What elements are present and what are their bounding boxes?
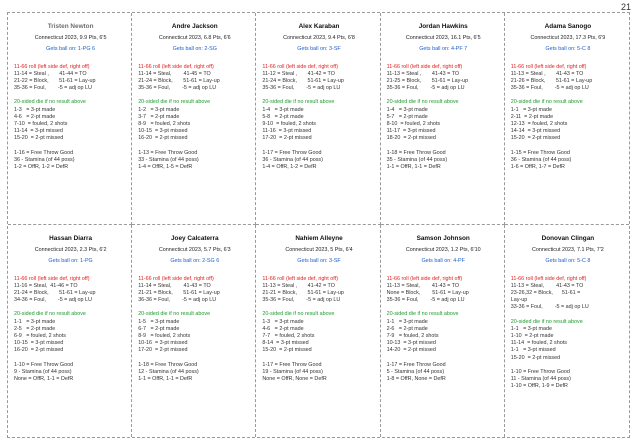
die-result-line: 18-20 = 2-pt missed bbox=[386, 135, 436, 142]
footer-line: 5 - Stamina (of 44 poss) bbox=[386, 368, 445, 375]
die-result-line: 10-13 = 3-pt missed bbox=[386, 340, 436, 347]
gets-ball-on: Gets ball on: 3-SF bbox=[297, 258, 341, 265]
spacer bbox=[14, 143, 127, 150]
footer-line: 1-13 = Free Throw Good bbox=[138, 149, 198, 156]
player-name: Joey Calcaterra bbox=[170, 235, 219, 242]
die-result-line: 1-1 = 3-pt made bbox=[14, 318, 56, 325]
gets-ball-on: Gets ball on: 4-PF bbox=[421, 258, 465, 265]
player-team-stats: Connecticut 2023, 17.3 Pts, 6'9 bbox=[530, 35, 606, 42]
roll-header: 11-66 roll (left side def, right off) bbox=[14, 63, 90, 70]
player-card bbox=[8, 225, 132, 437]
footer-line: 1-1 = OffR, 1-1 = DefR bbox=[138, 376, 193, 383]
player-team-stats: Connecticut 2023, 9.9 Pts, 6'5 bbox=[34, 35, 107, 42]
die-result-line: 10-15 = 3-pt missed bbox=[14, 340, 64, 347]
die-result-line: 7-10 = fouled, 2 shots bbox=[14, 121, 68, 128]
die-result-line: 1-4 = 3-pt made bbox=[386, 106, 428, 113]
roll-header: 11-66 roll (left side def, right off) bbox=[510, 275, 587, 282]
player-name: Alex Karaban bbox=[298, 23, 340, 30]
spacer bbox=[511, 362, 625, 369]
player-card bbox=[256, 13, 380, 225]
player-name: Nahiem Alleyne bbox=[295, 235, 343, 242]
die-result-line: 3-7 = 2-pt made bbox=[138, 113, 180, 120]
gets-ball-on: Gets ball on: 3-SF bbox=[297, 46, 341, 53]
footer-line: 1-18 = Free Throw Good bbox=[386, 149, 446, 156]
footer-line: 1-10 = OffR, 1-9 = DefR bbox=[510, 383, 568, 390]
die-header: 20-sided die if no result above bbox=[14, 311, 86, 318]
player-card bbox=[505, 13, 629, 225]
roll-result-line: 21-21 = Block, 51-61 = Lay-up bbox=[262, 290, 344, 297]
footer-line: 36 - Stamina (of 44 poss) bbox=[510, 156, 572, 163]
die-result-line: 16-20 = 2-pt missed bbox=[138, 135, 188, 142]
die-header: 20-sided die if no result above bbox=[262, 311, 335, 318]
die-result-line: 15-20 = 2-pt missed bbox=[510, 354, 561, 361]
die-result-line: 1-3 = 3-pt made bbox=[14, 106, 56, 113]
footer-line: 1-17 = Free Throw Good bbox=[386, 361, 446, 368]
die-result-line: 4-6 = 2-pt made bbox=[14, 113, 56, 120]
footer-line: 1-4 = OffR, 1-5 = DefR bbox=[138, 164, 193, 171]
roll-header: 11-66 roll (left side def, right off) bbox=[510, 63, 587, 70]
roll-result-line: 21-22 = Block, 51-61 = Lay-up bbox=[14, 78, 96, 85]
die-result-line: 8-14 = 3-pt missed bbox=[262, 340, 309, 347]
spacer bbox=[262, 355, 375, 362]
footer-line: 1-15 = Free Throw Good bbox=[510, 149, 570, 156]
roll-result-line: None = Block, 51-61 = Lay-up bbox=[386, 290, 469, 297]
footer-line: 1-8 = OffR, None = DefR bbox=[386, 376, 446, 383]
roll-result-line: 35-36 = Foul, -5 = adj op LU bbox=[510, 85, 589, 92]
die-result-line: 1-1 = 3-pt missed bbox=[510, 347, 556, 354]
gets-ball-on: Gets ball on: 5-C 8 bbox=[545, 258, 591, 265]
player-name: Adama Sanogo bbox=[544, 23, 592, 30]
die-result-line: 15-20 = 2-pt missed bbox=[14, 135, 64, 142]
roll-result-line: 35-36 = Foul, -5 = adj op LU bbox=[386, 297, 465, 304]
roll-result-line: 21-24 = Block, 51-61 = Lay-up bbox=[138, 78, 220, 85]
player-card bbox=[381, 13, 505, 225]
player-name: Hassan Diarra bbox=[49, 235, 93, 242]
player-name: Tristen Newton bbox=[47, 23, 94, 30]
roll-result-line: 35-36 = Foul, -5 = adj op LU bbox=[262, 297, 341, 304]
gets-ball-on: Gets ball on: 2-SG bbox=[172, 46, 217, 53]
spacer bbox=[387, 355, 500, 362]
roll-header: 11-66 roll (left side def, right off) bbox=[386, 63, 463, 70]
footer-line: 35 - Stamina (of 44 poss) bbox=[386, 156, 448, 163]
spacer bbox=[138, 92, 251, 99]
spacer bbox=[511, 143, 625, 150]
die-result-line: 14-14 = 3-pt missed bbox=[510, 128, 561, 135]
gets-ball-on: Gets ball on: 4-PF 7 bbox=[419, 46, 468, 53]
roll-header: 11-66 roll (left side def, right off) bbox=[138, 275, 214, 282]
die-result-line: 6-7 = 2-pt made bbox=[138, 325, 180, 332]
die-result-line: 11-17 = 3-pt missed bbox=[386, 128, 436, 135]
die-result-line: 1-1 = 3-pt made bbox=[510, 106, 552, 113]
roll-result-line: 11-14 = Steal, 41-45 = TO bbox=[138, 70, 211, 77]
gets-ball-on: Gets ball on: 1-PG bbox=[48, 258, 93, 265]
player-team-stats: Connecticut 2023, 9.4 Pts, 6'8 bbox=[283, 35, 355, 42]
roll-result-line: 11-14 = Steal , 41-44 = TO bbox=[14, 70, 87, 77]
roll-result-line: 11-12 = Steal , 41-42 = TO bbox=[262, 70, 335, 77]
die-header: 20-sided die if no result above bbox=[262, 99, 335, 106]
footer-line: 1-2 = OffR, 1-2 = DefR bbox=[14, 164, 69, 171]
player-name: Jordan Hawkins bbox=[418, 23, 468, 30]
player-team-stats: Connecticut 2023, 16.1 Pts, 6'5 bbox=[405, 35, 481, 42]
die-result-line: 7-7 = fouled, 2 shots bbox=[262, 333, 315, 340]
footer-line: 1-17 = Free Throw Good bbox=[262, 361, 322, 368]
roll-result-line: 11-16 = Steal, 41-46 = TO bbox=[14, 282, 78, 289]
footer-line: None = OffR, None = DefR bbox=[262, 376, 327, 383]
die-result-line: 5-7 = 2-pt made bbox=[386, 113, 428, 120]
die-result-line: 16-20 = 2-pt missed bbox=[14, 347, 64, 354]
spacer bbox=[262, 304, 375, 311]
player-card-grid bbox=[7, 12, 630, 438]
die-result-line: 10-15 = 3-pt missed bbox=[138, 128, 188, 135]
die-result-line: 1-5 = 3-pt made bbox=[138, 318, 180, 325]
gets-ball-on: Gets ball on: 5-C 8 bbox=[545, 46, 591, 53]
player-team-stats: Connecticut 2023, 7.1 Pts, 7'2 bbox=[532, 247, 604, 254]
spacer bbox=[387, 92, 500, 99]
die-result-line: 8-9 = fouled, 2 shots bbox=[138, 333, 191, 340]
die-result-line: 1-3 = 3-pt made bbox=[262, 318, 304, 325]
die-result-line: 15-20 = 2-pt missed bbox=[510, 135, 561, 142]
player-team-stats: Connecticut 2023, 5.7 Pts, 6'3 bbox=[158, 247, 231, 254]
player-name: Andre Jackson bbox=[171, 23, 218, 30]
gets-ball-on: Gets ball on: 1-PG 6 bbox=[46, 46, 96, 53]
spacer bbox=[387, 304, 500, 311]
die-result-line: 2-11 = 2-pt made bbox=[510, 113, 554, 120]
roll-header: 11-66 roll (left side def, right off) bbox=[138, 63, 214, 70]
die-result-line: 1-1 = 3-pt made bbox=[510, 325, 552, 332]
die-result-line: 2-6 = 2-pt made bbox=[386, 325, 428, 332]
die-result-line: 12-13 = fouled, 2 shots bbox=[510, 121, 568, 128]
die-header: 20-sided die if no result above bbox=[510, 99, 583, 106]
die-result-line: 8-9 = fouled, 2 shots bbox=[138, 121, 191, 128]
die-result-line: 5-8 = 2-pt made bbox=[262, 113, 304, 120]
spacer bbox=[14, 92, 127, 99]
player-card bbox=[256, 225, 380, 437]
roll-header: 11-66 roll (left side def, right off) bbox=[386, 275, 463, 282]
roll-result-line: Lay-up bbox=[510, 297, 528, 304]
die-result-line: 9-10 = fouled, 2 shots bbox=[262, 121, 316, 128]
footer-line: None = OffR, 1-1 = DefR bbox=[14, 376, 74, 383]
roll-result-line: 11-13 = Steal , 41-43 = TO bbox=[510, 70, 584, 77]
footer-line: 1-10 = Free Throw Good bbox=[510, 368, 570, 375]
spacer bbox=[14, 355, 127, 362]
die-header: 20-sided die if no result above bbox=[138, 311, 211, 318]
roll-result-line: 35-36 = Foul, -5 = adj op LU bbox=[386, 85, 465, 92]
footer-line: 1-4 = OffR, 1-2 = DefR bbox=[262, 164, 317, 171]
die-result-line: 1-1 = 3-pt made bbox=[386, 318, 428, 325]
roll-result-line: 36-36 = Foul, -5 = adj op LU bbox=[138, 297, 217, 304]
roll-header: 11-66 roll (left side def, right off) bbox=[262, 63, 338, 70]
die-result-line: 11-14 = 3-pt missed bbox=[14, 128, 63, 135]
roll-result-line: 34-36 = Foul, -5 = adj op LU bbox=[14, 297, 92, 304]
roll-result-line: 11-13 = Steal , 41-43 = TO bbox=[386, 70, 460, 77]
die-result-line: 1-4 = 3-pt made bbox=[262, 106, 304, 113]
spacer bbox=[138, 143, 251, 150]
die-header: 20-sided die if no result above bbox=[510, 318, 583, 325]
die-result-line: 11-14 = fouled, 2 shots bbox=[510, 340, 567, 347]
footer-line: 1-18 = Free Throw Good bbox=[138, 361, 198, 368]
roll-result-line: 23-26,32 = Block, 51-61 = bbox=[510, 290, 581, 297]
player-card bbox=[8, 13, 132, 225]
die-result-line: 14-20 = 2-pt missed bbox=[386, 347, 436, 354]
footer-line: 9 - Stamina (of 44 poss) bbox=[14, 368, 72, 375]
spacer bbox=[511, 312, 625, 319]
spacer bbox=[387, 143, 500, 150]
footer-line: 1-10 = Free Throw Good bbox=[14, 361, 74, 368]
footer-line: 36 - Stamina (of 44 poss) bbox=[14, 156, 75, 163]
footer-line: 33 - Stamina (of 44 poss) bbox=[138, 156, 199, 163]
footer-line: 11 - Stamina (of 44 poss) bbox=[510, 376, 571, 383]
player-card bbox=[381, 225, 505, 437]
roll-result-line: 35-36 = Foul, -5 = adj op LU bbox=[262, 85, 341, 92]
player-card bbox=[505, 225, 629, 437]
player-name: Samson Johnson bbox=[416, 235, 470, 242]
roll-header: 11-66 roll (left side def, right off) bbox=[14, 275, 90, 282]
die-header: 20-sided die if no result above bbox=[14, 99, 86, 106]
roll-result-line: 11-13 = Steal, 41-43 = TO bbox=[510, 282, 584, 289]
die-result-line: 10-16 = 3-pt missed bbox=[138, 340, 188, 347]
spacer bbox=[511, 92, 625, 99]
page-number: 21 bbox=[620, 2, 631, 12]
roll-result-line: 21-24 = Block, 51-61 = Lay-up bbox=[262, 78, 344, 85]
roll-result-line: 11-13 = Steal, 41-43 = TO bbox=[386, 282, 460, 289]
spacer bbox=[14, 304, 127, 311]
die-result-line: 2-5 = 2-pt made bbox=[14, 325, 56, 332]
die-result-line: 7-9 = fouled, 2 shots bbox=[386, 333, 439, 340]
player-card bbox=[132, 13, 256, 225]
die-result-line: 11-16 = 3-pt missed bbox=[262, 128, 312, 135]
roll-result-line: 35-36 = Foul, -5 = adj op LU bbox=[14, 85, 92, 92]
footer-line: 1-6 = OffR, 1-7 = DefR bbox=[510, 164, 565, 171]
die-result-line: 17-20 = 2-pt missed bbox=[138, 347, 188, 354]
die-header: 20-sided die if no result above bbox=[386, 311, 459, 318]
footer-line: 1-16 = Free Throw Good bbox=[14, 149, 74, 156]
die-header: 20-sided die if no result above bbox=[386, 99, 459, 106]
die-result-line: 17-20 = 2-pt missed bbox=[262, 135, 312, 142]
die-result-line: 1-2 = 3-pt made bbox=[138, 106, 180, 113]
player-team-stats: Connecticut 2023, 6.8 Pts, 6'6 bbox=[158, 35, 231, 42]
roll-header: 11-66 roll (left side def, right off) bbox=[262, 275, 338, 282]
roll-result-line: 33-36 = Foul, -5 = adj op LU bbox=[510, 304, 589, 311]
spacer bbox=[262, 92, 375, 99]
footer-line: 36 - Stamina (of 44 poss) bbox=[262, 156, 323, 163]
die-result-line: 6-9 = fouled, 2 shots bbox=[14, 333, 66, 340]
roll-result-line: 11-14 = Steal, 41-43 = TO bbox=[138, 282, 211, 289]
roll-result-line: 21-21 = Block, 51-61 = Lay-up bbox=[138, 290, 220, 297]
die-result-line: 15-20 = 2-pt missed bbox=[262, 347, 312, 354]
player-team-stats: Connecticut 2023, 1.2 Pts, 6'10 bbox=[405, 247, 481, 254]
footer-line: 1-17 = Free Throw Good bbox=[262, 149, 322, 156]
die-header: 20-sided die if no result above bbox=[138, 99, 211, 106]
roll-result-line: 21-25 = Block, 51-61 = Lay-up bbox=[386, 78, 469, 85]
die-result-line: 1-10 = 2-pt made bbox=[510, 333, 554, 340]
die-result-line: 8-10 = fouled, 2 shots bbox=[386, 121, 441, 128]
footer-line: 12 - Stamina (of 44 poss) bbox=[138, 368, 199, 375]
player-card bbox=[132, 225, 256, 437]
gets-ball-on: Gets ball on: 2-SG 6 bbox=[170, 258, 220, 265]
player-team-stats: Connecticut 2023, 2.3 Pts, 6'2 bbox=[34, 247, 107, 254]
roll-result-line: 11-13 = Steal , 41-42 = TO bbox=[262, 282, 335, 289]
footer-line: 1-1 = OffR, 1-1 = DefR bbox=[386, 164, 441, 171]
footer-line: 19 - Stamina (of 44 poss) bbox=[262, 368, 323, 375]
roll-result-line: 21-26 = Block, 51-61 = Lay-up bbox=[510, 78, 593, 85]
spacer bbox=[138, 355, 251, 362]
player-name: Donovan Clingan bbox=[541, 235, 595, 242]
die-result-line: 4-6 = 2-pt made bbox=[262, 325, 304, 332]
roll-result-line: 35-36 = Foul, -5 = adj op LU bbox=[138, 85, 217, 92]
roll-result-line: 21-24 = Block, 51-61 = Lay-up bbox=[14, 290, 96, 297]
player-team-stats: Connecticut 2023, 5 Pts, 6'4 bbox=[285, 247, 353, 254]
spacer bbox=[262, 143, 375, 150]
spacer bbox=[138, 304, 251, 311]
